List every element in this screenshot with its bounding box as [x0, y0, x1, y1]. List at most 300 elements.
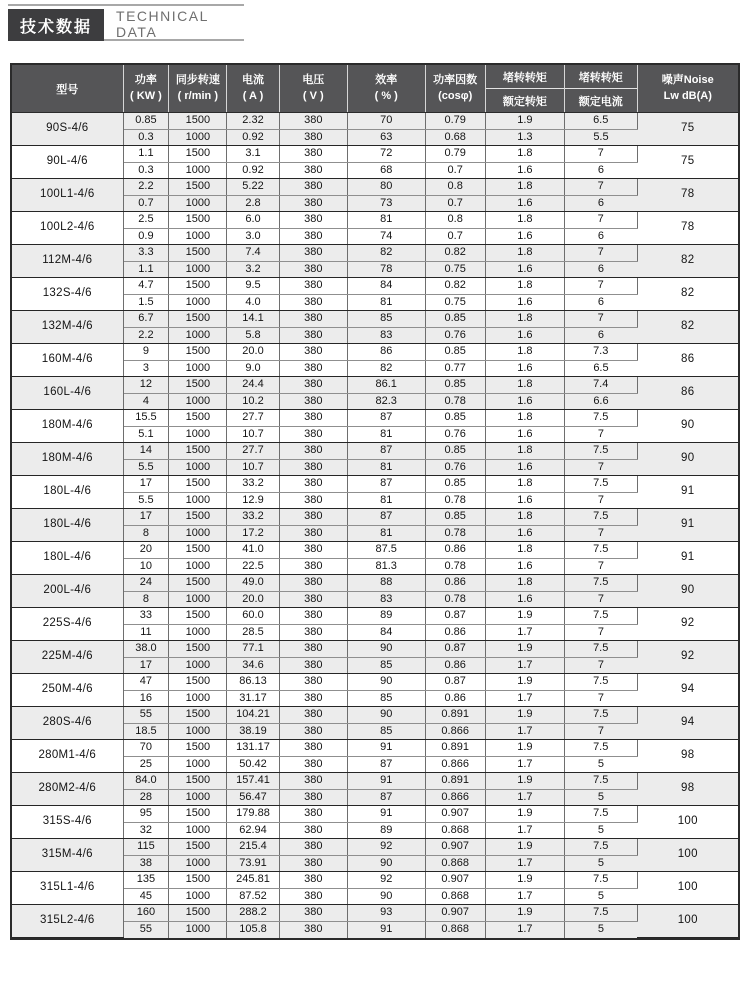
cell-value: 1500 — [169, 674, 227, 691]
cell-value: 1.9 — [485, 905, 564, 922]
cell-value: 55 — [123, 707, 169, 724]
cell-value: 5.5 — [123, 492, 169, 509]
col-header-noise — [637, 65, 738, 113]
spec-row-1500 — [12, 674, 738, 691]
cell-value: 81 — [347, 212, 425, 229]
cell-value: 17 — [123, 657, 169, 674]
cell-value: 1500 — [169, 905, 227, 922]
cell-value: 89 — [347, 608, 425, 625]
cell-value: 90 — [347, 674, 425, 691]
cell-value: 7.5 — [564, 575, 637, 592]
cell-value: 7.5 — [564, 740, 637, 757]
cell-value: 14.1 — [227, 311, 279, 328]
cell-value: 91 — [347, 806, 425, 823]
cell-value: 1.6 — [485, 459, 564, 476]
cell-value: 380 — [279, 608, 347, 625]
cell-value: 1000 — [169, 855, 227, 872]
cell-value: 62.94 — [227, 822, 279, 839]
cell-value: 0.92 — [227, 162, 279, 179]
cell-value: 85 — [347, 723, 425, 740]
cell-value: 0.907 — [425, 905, 485, 922]
cell-value: 380 — [279, 542, 347, 559]
cell-value: 1.7 — [485, 723, 564, 740]
cell-model: 315L2-4/6 — [12, 905, 123, 938]
cell-value: 0.86 — [425, 575, 485, 592]
cell-value: 24 — [123, 575, 169, 592]
cell-value: 380 — [279, 228, 347, 245]
cell-value: 0.7 — [425, 228, 485, 245]
cell-value: 1000 — [169, 492, 227, 509]
cell-value: 1.9 — [485, 872, 564, 889]
cell-value: 0.78 — [425, 525, 485, 542]
cell-value: 87 — [347, 476, 425, 493]
cell-value: 82.3 — [347, 393, 425, 410]
cell-value: 81 — [347, 492, 425, 509]
cell-value: 4 — [123, 393, 169, 410]
cell-value: 1.9 — [485, 773, 564, 790]
cell-value: 0.8 — [425, 212, 485, 229]
cell-value: 380 — [279, 905, 347, 922]
cell-value: 1.8 — [485, 344, 564, 361]
cell-value: 0.86 — [425, 657, 485, 674]
page-title-cn: 技术数据 — [8, 9, 104, 41]
cell-model: 180L-4/6 — [12, 542, 123, 575]
cell-noise: 90 — [637, 443, 738, 476]
cell-noise: 86 — [637, 344, 738, 377]
cell-value: 70 — [347, 113, 425, 130]
cell-value: 0.891 — [425, 707, 485, 724]
cell-value: 1500 — [169, 146, 227, 163]
cell-value: 9 — [123, 344, 169, 361]
cell-noise: 90 — [637, 410, 738, 443]
cell-value: 7.5 — [564, 608, 637, 625]
cell-value: 1000 — [169, 723, 227, 740]
col-header-torque-ratio — [485, 65, 564, 113]
cell-value: 0.3 — [123, 162, 169, 179]
cell-noise: 100 — [637, 839, 738, 872]
cell-value: 1000 — [169, 261, 227, 278]
cell-value: 1.8 — [485, 212, 564, 229]
cell-value: 73.91 — [227, 855, 279, 872]
cell-value: 0.79 — [425, 113, 485, 130]
cell-value: 20 — [123, 542, 169, 559]
cell-value: 0.907 — [425, 806, 485, 823]
cell-value: 81 — [347, 426, 425, 443]
cell-value: 215.4 — [227, 839, 279, 856]
cell-value: 4.0 — [227, 294, 279, 311]
cell-value: 90 — [347, 855, 425, 872]
col-header-power-factor-name: 功率因数 — [433, 74, 478, 87]
cell-noise: 91 — [637, 476, 738, 509]
cell-value: 93 — [347, 905, 425, 922]
cell-value: 7 — [564, 690, 637, 707]
cell-value: 1.9 — [485, 641, 564, 658]
page-title-en-wrap — [104, 9, 244, 41]
cell-value: 91 — [347, 921, 425, 938]
cell-value: 1.7 — [485, 624, 564, 641]
cell-value: 81.3 — [347, 558, 425, 575]
spec-row-1500 — [12, 377, 738, 394]
spec-row-1500 — [12, 542, 738, 559]
cell-value: 7 — [564, 558, 637, 575]
cell-value: 7.5 — [564, 872, 637, 889]
cell-value: 1.8 — [485, 575, 564, 592]
cell-noise: 78 — [637, 179, 738, 212]
cell-value: 55 — [123, 921, 169, 938]
cell-value: 157.41 — [227, 773, 279, 790]
cell-value: 380 — [279, 443, 347, 460]
cell-value: 380 — [279, 806, 347, 823]
title-top-rule — [8, 4, 244, 6]
col-header-model-label: 型号 — [56, 83, 79, 96]
cell-value: 1000 — [169, 591, 227, 608]
cell-value: 380 — [279, 657, 347, 674]
cell-model: 180L-4/6 — [12, 509, 123, 542]
cell-noise: 98 — [637, 773, 738, 806]
cell-value: 0.907 — [425, 872, 485, 889]
cell-value: 179.88 — [227, 806, 279, 823]
cell-value: 73 — [347, 195, 425, 212]
spec-row-1500 — [12, 179, 738, 196]
col-header-sync-speed-unit: ( r/min ) — [177, 89, 218, 102]
cell-value: 7 — [564, 179, 637, 196]
cell-value: 1.5 — [123, 294, 169, 311]
cell-value: 0.85 — [425, 509, 485, 526]
cell-value: 1.9 — [485, 113, 564, 130]
cell-model: 160L-4/6 — [12, 377, 123, 410]
cell-value: 380 — [279, 492, 347, 509]
cell-value: 1500 — [169, 443, 227, 460]
cell-value: 1.8 — [485, 410, 564, 427]
cell-value: 105.8 — [227, 921, 279, 938]
cell-value: 24.4 — [227, 377, 279, 394]
cell-value: 380 — [279, 278, 347, 295]
cell-value: 380 — [279, 723, 347, 740]
cell-value: 14 — [123, 443, 169, 460]
cell-value: 20.0 — [227, 591, 279, 608]
cell-value: 5 — [564, 855, 637, 872]
cell-value: 7 — [564, 591, 637, 608]
cell-noise: 78 — [637, 212, 738, 245]
cell-value: 380 — [279, 624, 347, 641]
col-header-power-factor — [425, 65, 485, 113]
cell-value: 0.76 — [425, 459, 485, 476]
cell-value: 380 — [279, 921, 347, 938]
cell-value: 380 — [279, 888, 347, 905]
cell-model: 225M-4/6 — [12, 641, 123, 674]
cell-value: 1500 — [169, 773, 227, 790]
cell-value: 87.5 — [347, 542, 425, 559]
cell-value: 9.0 — [227, 360, 279, 377]
cell-value: 380 — [279, 377, 347, 394]
cell-model: 90L-4/6 — [12, 146, 123, 179]
cell-value: 0.68 — [425, 129, 485, 146]
cell-value: 3.2 — [227, 261, 279, 278]
cell-value: 7.5 — [564, 476, 637, 493]
cell-value: 1.8 — [485, 542, 564, 559]
cell-value: 1.7 — [485, 822, 564, 839]
spec-row-1500 — [12, 146, 738, 163]
cell-value: 1500 — [169, 344, 227, 361]
cell-model: 112M-4/6 — [12, 245, 123, 278]
col-header-efficiency — [347, 65, 425, 113]
cell-value: 1500 — [169, 245, 227, 262]
cell-value: 0.75 — [425, 261, 485, 278]
cell-value: 1.7 — [485, 921, 564, 938]
cell-noise: 100 — [637, 806, 738, 839]
cell-value: 0.82 — [425, 278, 485, 295]
col-header-current-ratio-top: 堵转转矩 — [565, 65, 637, 89]
cell-noise: 98 — [637, 740, 738, 773]
cell-noise: 94 — [637, 707, 738, 740]
cell-value: 1500 — [169, 377, 227, 394]
page-title-en: TECHNICAL DATA — [116, 8, 209, 40]
cell-value: 10.7 — [227, 459, 279, 476]
cell-value: 1000 — [169, 360, 227, 377]
cell-value: 1.9 — [485, 674, 564, 691]
cell-noise: 91 — [637, 509, 738, 542]
cell-value: 380 — [279, 294, 347, 311]
cell-value: 288.2 — [227, 905, 279, 922]
cell-model: 180M-4/6 — [12, 443, 123, 476]
cell-value: 0.75 — [425, 294, 485, 311]
cell-value: 47 — [123, 674, 169, 691]
cell-model: 100L2-4/6 — [12, 212, 123, 245]
cell-value: 38.0 — [123, 641, 169, 658]
cell-model: 160M-4/6 — [12, 344, 123, 377]
cell-value: 0.907 — [425, 839, 485, 856]
cell-noise: 86 — [637, 377, 738, 410]
cell-value: 380 — [279, 195, 347, 212]
cell-value: 1.9 — [485, 707, 564, 724]
cell-value: 70 — [123, 740, 169, 757]
cell-value: 0.868 — [425, 855, 485, 872]
spec-row-1500 — [12, 344, 738, 361]
cell-value: 41.0 — [227, 542, 279, 559]
cell-value: 1.6 — [485, 294, 564, 311]
cell-value: 82 — [347, 245, 425, 262]
cell-model: 132S-4/6 — [12, 278, 123, 311]
cell-value: 1.8 — [485, 311, 564, 328]
cell-value: 1.6 — [485, 195, 564, 212]
cell-noise: 82 — [637, 311, 738, 344]
cell-value: 0.78 — [425, 558, 485, 575]
cell-value: 89 — [347, 822, 425, 839]
cell-value: 7.5 — [564, 410, 637, 427]
cell-model: 180L-4/6 — [12, 476, 123, 509]
cell-value: 6.5 — [564, 360, 637, 377]
cell-value: 1.7 — [485, 888, 564, 905]
cell-value: 33.2 — [227, 509, 279, 526]
cell-value: 1.3 — [485, 129, 564, 146]
cell-value: 7 — [564, 723, 637, 740]
col-header-noise-unit: Lw dB(A) — [663, 89, 712, 102]
spec-table-frame — [10, 63, 740, 940]
cell-value: 1000 — [169, 558, 227, 575]
cell-value: 1000 — [169, 789, 227, 806]
cell-value: 1.6 — [485, 591, 564, 608]
cell-value: 80 — [347, 179, 425, 196]
spec-row-1500 — [12, 773, 738, 790]
cell-value: 81 — [347, 459, 425, 476]
spec-row-1500 — [12, 311, 738, 328]
col-header-voltage-unit: ( V ) — [302, 89, 324, 102]
col-header-power — [123, 65, 169, 113]
cell-value: 7 — [564, 245, 637, 262]
cell-value: 380 — [279, 459, 347, 476]
cell-model: 90S-4/6 — [12, 113, 123, 146]
col-header-torque-ratio-top: 堵转转矩 — [486, 65, 564, 89]
cell-value: 1500 — [169, 410, 227, 427]
cell-value: 380 — [279, 690, 347, 707]
cell-value: 380 — [279, 129, 347, 146]
cell-value: 87.52 — [227, 888, 279, 905]
cell-value: 7.3 — [564, 344, 637, 361]
cell-value: 87 — [347, 509, 425, 526]
cell-value: 15.5 — [123, 410, 169, 427]
col-header-sync-speed-name: 同步转速 — [175, 74, 220, 87]
cell-value: 86.13 — [227, 674, 279, 691]
cell-value: 28.5 — [227, 624, 279, 641]
spec-row-1500 — [12, 905, 738, 922]
cell-value: 1.7 — [485, 690, 564, 707]
cell-model: 250M-4/6 — [12, 674, 123, 707]
cell-value: 0.87 — [425, 608, 485, 625]
cell-model: 315S-4/6 — [12, 806, 123, 839]
cell-value: 2.5 — [123, 212, 169, 229]
cell-value: 87 — [347, 443, 425, 460]
col-header-voltage-name: 电压 — [302, 74, 325, 87]
cell-value: 6.0 — [227, 212, 279, 229]
cell-value: 380 — [279, 872, 347, 889]
cell-value: 115 — [123, 839, 169, 856]
cell-value: 2.32 — [227, 113, 279, 130]
cell-noise: 75 — [637, 113, 738, 146]
spec-row-1500 — [12, 476, 738, 493]
cell-value: 84.0 — [123, 773, 169, 790]
cell-value: 7.5 — [564, 542, 637, 559]
cell-value: 380 — [279, 641, 347, 658]
cell-value: 92 — [347, 839, 425, 856]
cell-value: 0.92 — [227, 129, 279, 146]
cell-value: 1500 — [169, 278, 227, 295]
cell-value: 1000 — [169, 525, 227, 542]
col-header-efficiency-unit: ( % ) — [374, 89, 398, 102]
cell-value: 7 — [564, 212, 637, 229]
cell-value: 1.6 — [485, 327, 564, 344]
cell-value: 380 — [279, 707, 347, 724]
cell-value: 7 — [564, 492, 637, 509]
cell-value: 7.5 — [564, 674, 637, 691]
cell-value: 380 — [279, 162, 347, 179]
cell-value: 1500 — [169, 113, 227, 130]
cell-value: 1.8 — [485, 278, 564, 295]
cell-value: 92 — [347, 872, 425, 889]
cell-value: 0.7 — [425, 162, 485, 179]
cell-value: 5.5 — [123, 459, 169, 476]
cell-value: 1.7 — [485, 855, 564, 872]
cell-value: 1500 — [169, 641, 227, 658]
cell-value: 12 — [123, 377, 169, 394]
cell-value: 1.7 — [485, 756, 564, 773]
cell-model: 225S-4/6 — [12, 608, 123, 641]
cell-value: 1000 — [169, 624, 227, 641]
cell-value: 3.3 — [123, 245, 169, 262]
spec-row-1500 — [12, 641, 738, 658]
title-row — [8, 9, 244, 41]
cell-value: 7.4 — [564, 377, 637, 394]
spec-row-1500 — [12, 608, 738, 625]
cell-value: 33.2 — [227, 476, 279, 493]
col-header-model — [12, 65, 123, 113]
cell-value: 135 — [123, 872, 169, 889]
cell-value: 0.86 — [425, 624, 485, 641]
cell-value: 17 — [123, 509, 169, 526]
cell-value: 5.5 — [564, 129, 637, 146]
cell-value: 0.85 — [425, 476, 485, 493]
col-header-current-ratio — [564, 65, 637, 113]
cell-value: 7 — [564, 426, 637, 443]
cell-value: 88 — [347, 575, 425, 592]
cell-value: 0.85 — [425, 443, 485, 460]
cell-value: 380 — [279, 558, 347, 575]
cell-value: 1.8 — [485, 146, 564, 163]
cell-value: 68 — [347, 162, 425, 179]
cell-value: 6.6 — [564, 393, 637, 410]
cell-value: 0.7 — [123, 195, 169, 212]
cell-value: 90 — [347, 641, 425, 658]
cell-value: 7 — [564, 657, 637, 674]
cell-value: 91 — [347, 773, 425, 790]
cell-value: 9.5 — [227, 278, 279, 295]
cell-value: 1500 — [169, 212, 227, 229]
cell-value: 1.9 — [485, 839, 564, 856]
cell-value: 1000 — [169, 195, 227, 212]
cell-value: 1000 — [169, 327, 227, 344]
cell-value: 7.5 — [564, 905, 637, 922]
cell-value: 0.85 — [425, 311, 485, 328]
cell-value: 32 — [123, 822, 169, 839]
cell-value: 7.4 — [227, 245, 279, 262]
cell-value: 0.76 — [425, 327, 485, 344]
cell-value: 95 — [123, 806, 169, 823]
cell-value: 17 — [123, 476, 169, 493]
cell-value: 380 — [279, 113, 347, 130]
page-title-block — [8, 4, 244, 41]
cell-value: 7.5 — [564, 839, 637, 856]
cell-value: 1.8 — [485, 377, 564, 394]
cell-value: 380 — [279, 393, 347, 410]
cell-value: 6 — [564, 294, 637, 311]
col-header-current-name: 电流 — [242, 74, 264, 87]
cell-value: 33 — [123, 608, 169, 625]
cell-value: 0.868 — [425, 822, 485, 839]
col-header-current — [227, 65, 279, 113]
spec-row-1500 — [12, 410, 738, 427]
cell-value: 380 — [279, 674, 347, 691]
cell-value: 81 — [347, 294, 425, 311]
cell-value: 1000 — [169, 228, 227, 245]
cell-value: 1.6 — [485, 393, 564, 410]
col-header-power-unit: ( KW ) — [130, 89, 162, 102]
cell-value: 1000 — [169, 756, 227, 773]
cell-value: 380 — [279, 410, 347, 427]
cell-value: 0.868 — [425, 921, 485, 938]
cell-value: 5 — [564, 888, 637, 905]
cell-value: 5 — [564, 921, 637, 938]
cell-value: 0.86 — [425, 690, 485, 707]
col-header-power-factor-unit: (cosφ) — [438, 89, 473, 102]
